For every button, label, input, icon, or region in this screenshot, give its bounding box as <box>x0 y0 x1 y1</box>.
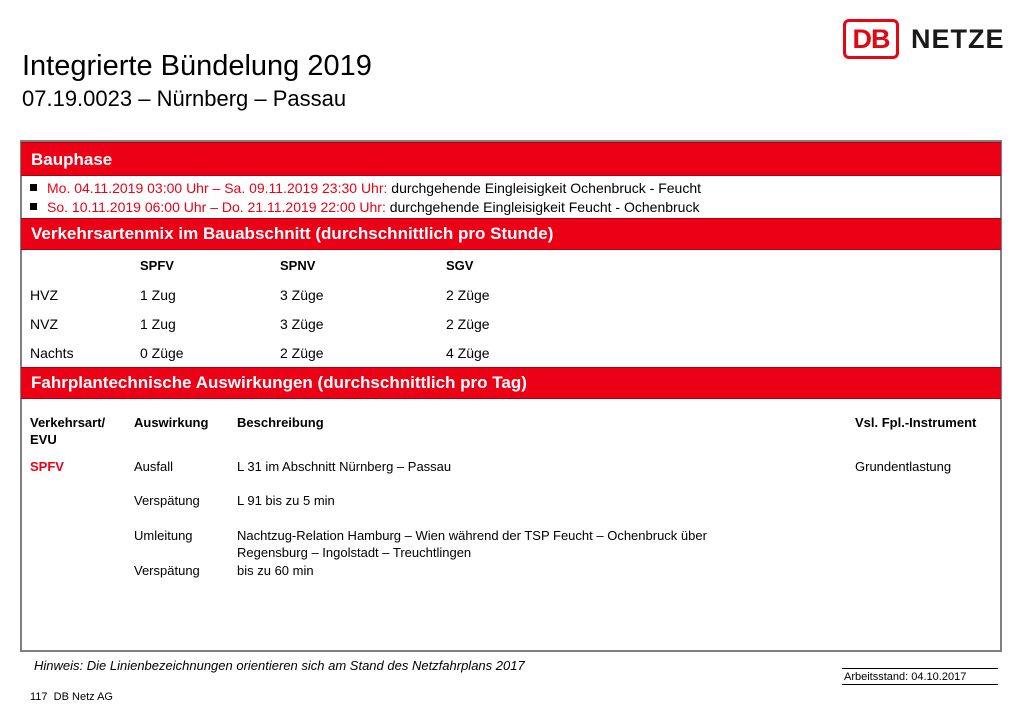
page-subtitle: 07.19.0023 – Nürnberg – Passau <box>22 86 347 111</box>
row-auswirkung: Verspätung <box>134 563 200 578</box>
row-label: HVZ <box>30 287 58 303</box>
bullet-square-icon <box>30 184 37 191</box>
section-header-bauphase: Bauphase <box>21 142 1001 176</box>
bauphase-desc: durchgehende Eingleisigkeit Feucht - Ochenbruck <box>385 198 700 215</box>
row-beschreibung: Regensburg – Ingolstadt – Treuchtlingen <box>237 545 472 560</box>
table-cell: 3 Züge <box>280 316 324 332</box>
bauphase-desc: durchgehende Eingleisigkeit Ochenbruck - Feucht <box>387 179 702 196</box>
column-header-beschreibung: Beschreibung <box>237 415 324 430</box>
row-auswirkung: Verspätung <box>134 493 200 508</box>
verkehrsmix-table <box>30 252 930 368</box>
list-item <box>30 197 990 216</box>
bullet-square-icon <box>30 203 37 210</box>
column-header: SGV <box>446 258 474 273</box>
row-beschreibung: bis zu 60 min <box>237 563 314 578</box>
row-label: Nachts <box>30 345 74 361</box>
table-cell: 1 Zug <box>140 316 176 332</box>
company-name: DB Netz AG <box>53 691 113 703</box>
table-header-row <box>30 252 930 281</box>
row-verkehrsart: SPFV <box>30 459 64 474</box>
column-header-evu: EVU <box>30 432 57 447</box>
page-footer <box>30 691 113 703</box>
list-item <box>30 178 990 197</box>
netze-wordmark: NETZE <box>911 23 1005 54</box>
row-label: NVZ <box>30 316 58 332</box>
table-cell: 1 Zug <box>140 287 176 303</box>
page-title: Integrierte Bündelung 2019 <box>22 50 372 82</box>
section-header-auswirkungen: Fahrplantechnische Auswirkungen (durchschnittlich pro Tag) <box>21 367 1001 399</box>
table-row <box>30 339 930 368</box>
table-cell: 0 Züge <box>140 345 184 361</box>
column-header-verkehrsart: Verkehrsart/ <box>30 415 106 430</box>
row-auswirkung: Ausfall <box>134 459 174 474</box>
table-cell: 4 Züge <box>446 345 490 361</box>
section-header-verkehrsmix: Verkehrsartenmix im Bauabschnitt (durchschnittlich pro Stunde) <box>21 218 1001 250</box>
table-row <box>30 281 930 310</box>
db-netze-logo <box>843 18 1005 60</box>
table-cell: 2 Züge <box>446 287 490 303</box>
db-logo-icon: DB <box>843 19 899 59</box>
column-header: SPFV <box>140 258 174 273</box>
row-beschreibung: L 31 im Abschnitt Nürnberg – Passau <box>237 459 452 474</box>
bauphase-list <box>30 178 990 216</box>
page-number: 117 <box>30 691 48 703</box>
column-header: SPNV <box>280 258 316 273</box>
table-cell: 2 Züge <box>446 316 490 332</box>
row-beschreibung: L 91 bis zu 5 min <box>237 493 335 508</box>
table-row <box>30 310 930 339</box>
bauphase-date: Mo. 04.11.2019 03:00 Uhr – Sa. 09.11.2019 23:30 Uhr: <box>47 179 388 196</box>
table-cell: 3 Züge <box>280 287 324 303</box>
row-auswirkung: Umleitung <box>134 528 193 543</box>
bauphase-date: So. 10.11.2019 06:00 Uhr – Do. 21.11.2019 22:00 Uhr: <box>47 198 386 215</box>
column-header-auswirkung: Auswirkung <box>134 415 209 430</box>
row-beschreibung: Nachtzug-Relation Hamburg – Wien während der TSP Feucht – Ochenbruck über <box>237 528 707 543</box>
arbeitsstand: Arbeitsstand: 04.10.2017 <box>842 668 998 685</box>
row-instrument: Grundentlastung <box>855 459 952 474</box>
table-cell: 2 Züge <box>280 345 324 361</box>
footnote-hint: Hinweis: Die Linienbezeichnungen orientieren sich am Stand des Netzfahrplans 2017 <box>34 658 525 673</box>
column-header-instrument: Vsl. Fpl.-Instrument <box>855 415 977 430</box>
